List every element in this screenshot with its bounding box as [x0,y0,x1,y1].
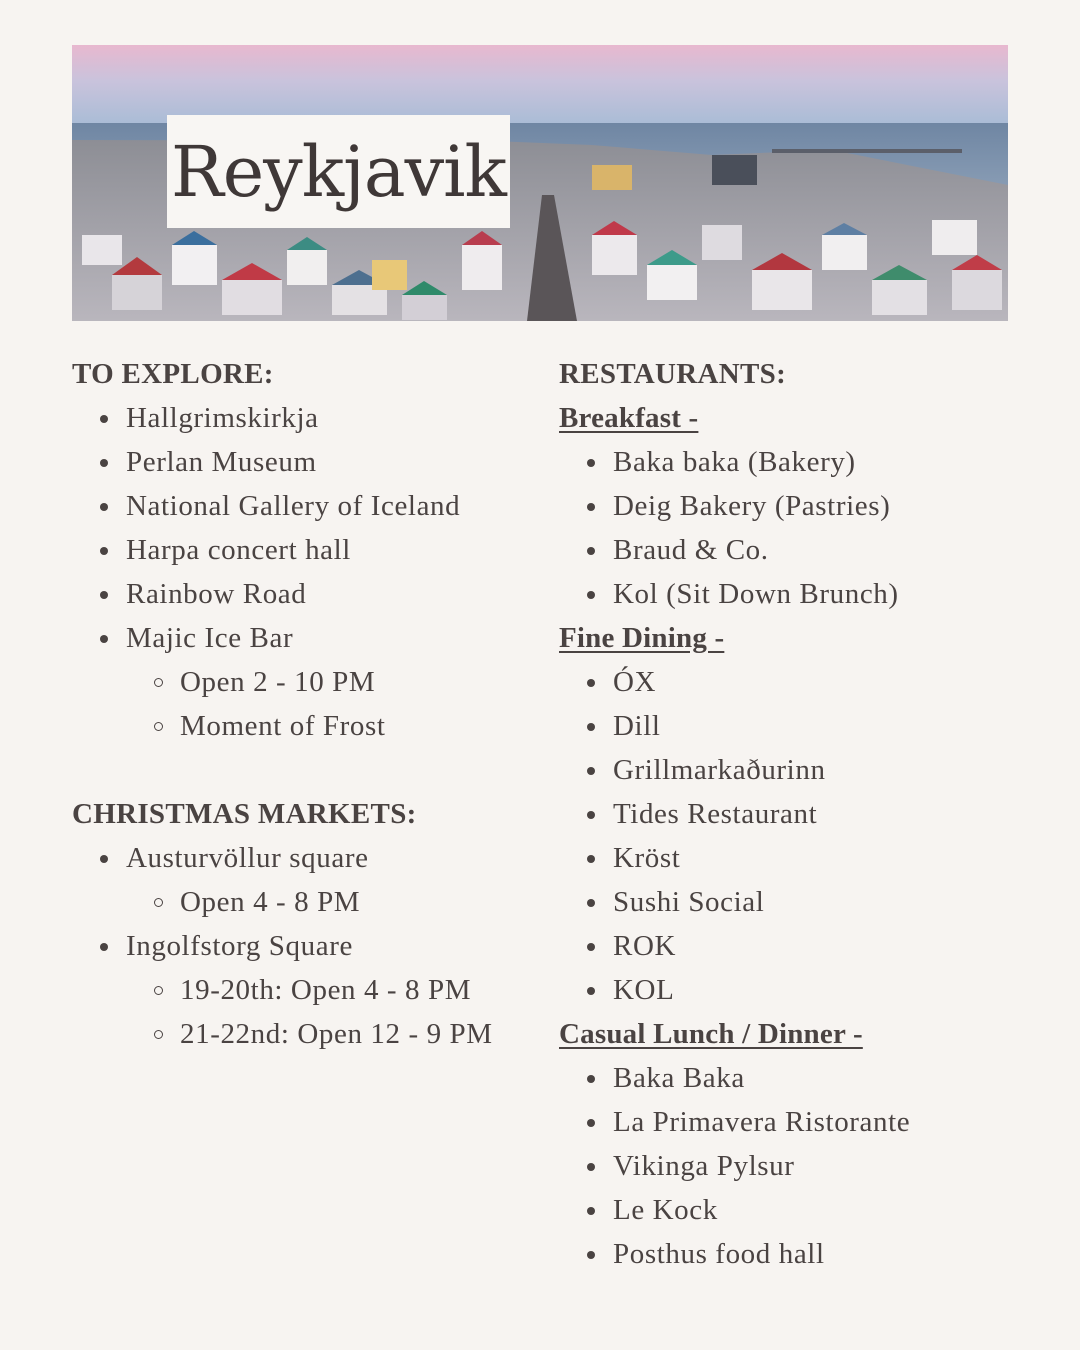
breakfast-list [559,440,1019,616]
casual-list [559,1056,1019,1276]
list-item: Austurvöllur square [72,836,542,880]
list-item: Dill [559,704,1019,748]
sub-list-item: 19-20th: Open 4 - 8 PM [72,968,542,1012]
list-item: KOL [559,968,1019,1012]
casual-subheading: Casual Lunch / Dinner - [559,1018,863,1050]
explore-heading: TO EXPLORE: [72,358,274,390]
sub-list-item: 21-22nd: Open 12 - 9 PM [72,1012,542,1056]
list-item: Majic Ice Bar [72,616,542,660]
list-item: Tides Restaurant [559,792,1019,836]
markets-heading: CHRISTMAS MARKETS: [72,798,417,830]
list-item: Braud & Co. [559,528,1019,572]
sub-list-item: Moment of Frost [72,704,542,748]
page-title: Reykjavik [171,130,506,213]
list-item: Deig Bakery (Pastries) [559,484,1019,528]
list-item: Ingolfstorg Square [72,924,542,968]
list-item: Rainbow Road [72,572,542,616]
list-item: Kröst [559,836,1019,880]
list-item: ROK [559,924,1019,968]
list-item: Hallgrimskirkja [72,396,542,440]
list-item: National Gallery of Iceland [72,484,542,528]
fine-dining-subheading: Fine Dining - [559,622,725,654]
explore-list [72,396,542,748]
list-item: ÓX [559,660,1019,704]
sub-list-item: Open 4 - 8 PM [72,880,542,924]
list-item: Baka Baka [559,1056,1019,1100]
list-item: Kol (Sit Down Brunch) [559,572,1019,616]
list-item: Harpa concert hall [72,528,542,572]
list-item: Posthus food hall [559,1232,1019,1276]
list-item: Baka baka (Bakery) [559,440,1019,484]
list-item: Vikinga Pylsur [559,1144,1019,1188]
breakfast-subheading: Breakfast - [559,402,699,434]
sub-list-item: Open 2 - 10 PM [72,660,542,704]
list-item: Sushi Social [559,880,1019,924]
list-item: Grillmarkaðurinn [559,748,1019,792]
list-item: La Primavera Ristorante [559,1100,1019,1144]
list-item: Perlan Museum [72,440,542,484]
left-column [72,352,542,1056]
fine-dining-list [559,660,1019,1012]
restaurants-heading: RESTAURANTS: [559,358,787,390]
title-box [167,115,510,228]
list-item: Le Kock [559,1188,1019,1232]
right-column [559,352,1019,1276]
markets-list [72,836,542,1056]
